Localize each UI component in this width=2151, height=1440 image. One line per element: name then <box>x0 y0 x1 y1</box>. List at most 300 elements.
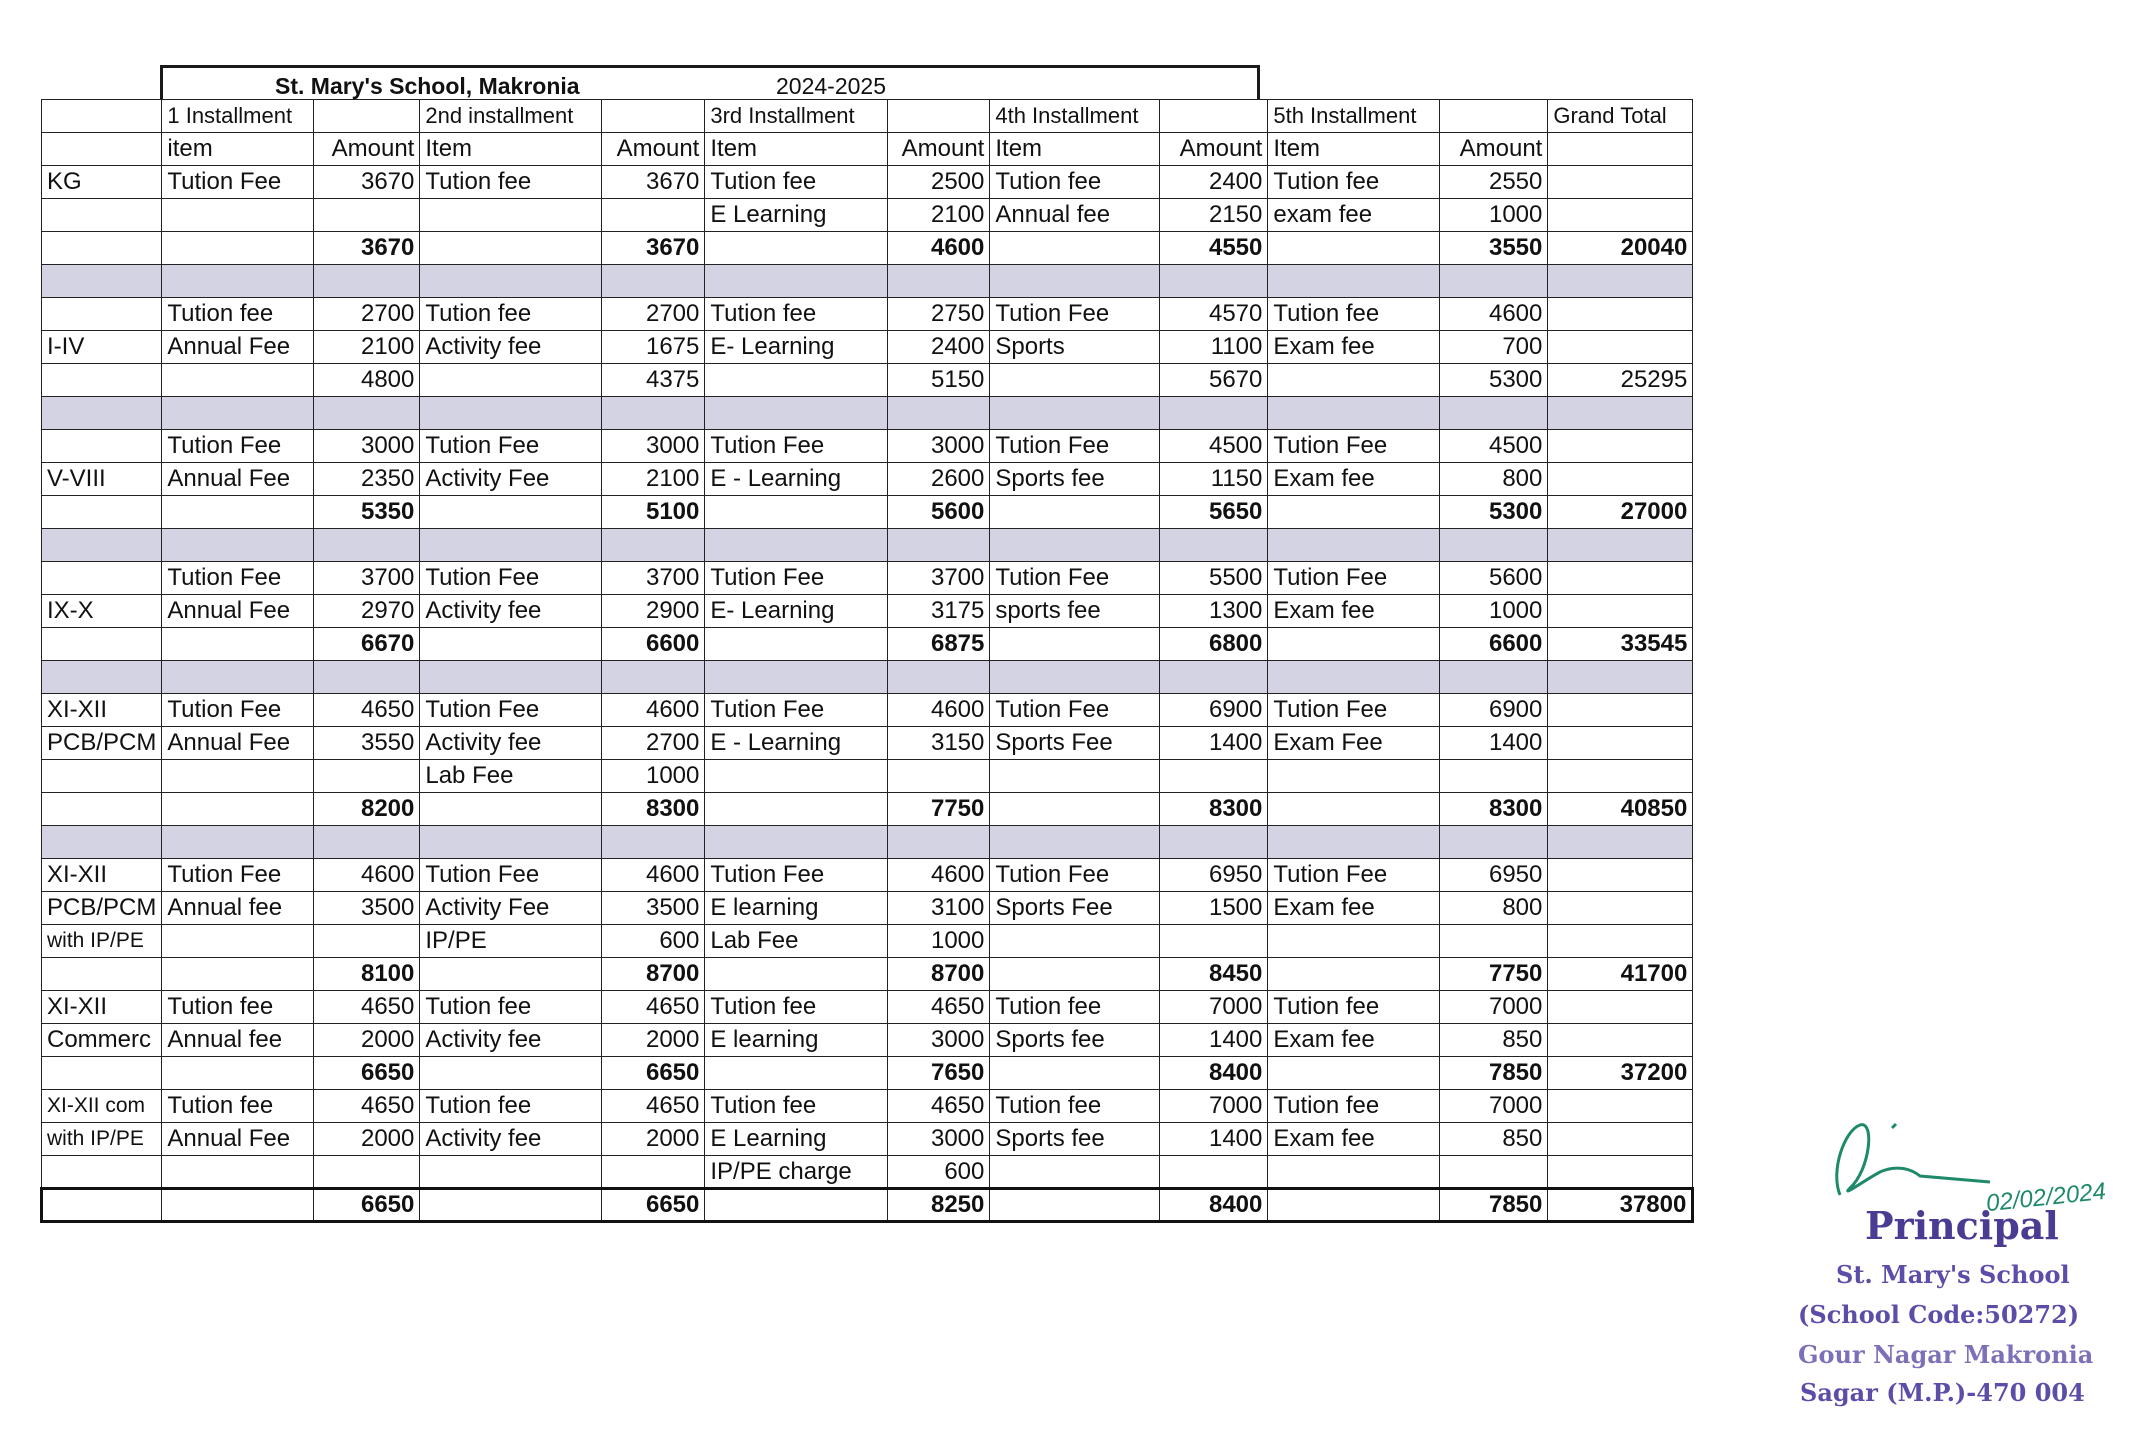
table-cell <box>1440 265 1548 298</box>
separator-row <box>42 661 1693 694</box>
table-cell: XI-XII <box>42 859 162 892</box>
table-cell <box>888 397 990 430</box>
table-cell <box>314 760 420 793</box>
table-cell: 2100 <box>888 199 990 232</box>
table-cell: exam fee <box>1268 199 1440 232</box>
table-cell <box>1268 1156 1440 1189</box>
table-row <box>42 1024 1693 1057</box>
table-row <box>42 1090 1693 1123</box>
table-cell: IP/PE <box>420 925 602 958</box>
table-cell: 6900 <box>1440 694 1548 727</box>
table-cell <box>420 496 602 529</box>
table-cell: 6650 <box>314 1189 420 1222</box>
table-cell <box>1440 1156 1548 1189</box>
table-cell: Sports fee <box>990 1123 1160 1156</box>
header-row <box>42 100 1693 133</box>
table-cell <box>1548 1156 1693 1189</box>
table-cell: 600 <box>602 925 705 958</box>
separator-row <box>42 529 1693 562</box>
table-row <box>42 1123 1693 1156</box>
table-cell: E Learning <box>705 199 888 232</box>
table-cell <box>162 496 314 529</box>
table-cell: 1000 <box>1440 199 1548 232</box>
table-cell: 20040 <box>1548 232 1693 265</box>
table-cell: Sports fee <box>990 463 1160 496</box>
table-cell <box>1160 397 1268 430</box>
table-cell: 4th Installment <box>990 100 1160 133</box>
table-cell <box>1548 727 1693 760</box>
table-cell <box>1160 100 1268 133</box>
table-cell: 3175 <box>888 595 990 628</box>
table-cell: Tution Fee <box>705 430 888 463</box>
table-cell: Lab Fee <box>705 925 888 958</box>
table-cell: 2100 <box>314 331 420 364</box>
table-cell: with IP/PE <box>42 925 162 958</box>
table-cell: Tution Fee <box>705 562 888 595</box>
table-cell <box>990 364 1160 397</box>
table-cell <box>1268 1057 1440 1090</box>
table-cell <box>1548 991 1693 1024</box>
table-cell <box>1548 430 1693 463</box>
table-cell <box>42 397 162 430</box>
table-cell: 7000 <box>1440 991 1548 1024</box>
table-cell: E learning <box>705 1024 888 1057</box>
table-cell: Amount <box>1160 133 1268 166</box>
table-cell: 3550 <box>1440 232 1548 265</box>
table-row <box>42 562 1693 595</box>
table-cell: E - Learning <box>705 727 888 760</box>
table-cell <box>314 826 420 859</box>
table-cell <box>990 496 1160 529</box>
table-cell: 800 <box>1440 892 1548 925</box>
table-cell: Tution fee <box>705 1090 888 1123</box>
table-cell <box>314 397 420 430</box>
table-cell <box>162 925 314 958</box>
table-cell: 6650 <box>602 1189 705 1222</box>
table-cell <box>314 529 420 562</box>
table-cell: E- Learning <box>705 595 888 628</box>
table-cell: 8400 <box>1160 1057 1268 1090</box>
table-cell: 5100 <box>602 496 705 529</box>
table-cell: Tution fee <box>162 298 314 331</box>
table-cell: Tution Fee <box>1268 430 1440 463</box>
table-cell <box>888 265 990 298</box>
table-cell: 2000 <box>314 1024 420 1057</box>
table-cell <box>42 232 162 265</box>
total-row <box>42 958 1693 991</box>
table-cell: Tution fee <box>420 298 602 331</box>
table-cell: Amount <box>314 133 420 166</box>
table-cell <box>1440 100 1548 133</box>
table-cell: Sports <box>990 331 1160 364</box>
table-cell: 4650 <box>888 1090 990 1123</box>
table-cell: Tution fee <box>705 298 888 331</box>
table-cell: 5th Installment <box>1268 100 1440 133</box>
table-cell: IP/PE charge <box>705 1156 888 1189</box>
table-cell: Tution Fee <box>420 859 602 892</box>
table-cell <box>314 1156 420 1189</box>
total-row <box>42 628 1693 661</box>
table-cell: 5650 <box>1160 496 1268 529</box>
total-row <box>42 232 1693 265</box>
table-cell: Tution fee <box>990 1090 1160 1123</box>
table-cell <box>420 529 602 562</box>
table-cell: Annual Fee <box>162 595 314 628</box>
table-cell: Exam fee <box>1268 1123 1440 1156</box>
table-row <box>42 859 1693 892</box>
table-cell: Tution Fee <box>990 298 1160 331</box>
table-cell: 1 Installment <box>162 100 314 133</box>
table-cell: 40850 <box>1548 793 1693 826</box>
table-cell: Tution fee <box>1268 991 1440 1024</box>
table-cell: 5600 <box>888 496 990 529</box>
table-cell: 3500 <box>602 892 705 925</box>
table-cell <box>888 826 990 859</box>
table-cell <box>1268 925 1440 958</box>
table-cell: Annual Fee <box>162 1123 314 1156</box>
table-cell <box>705 793 888 826</box>
table-cell: 4600 <box>888 232 990 265</box>
table-cell: 4600 <box>888 694 990 727</box>
table-cell <box>705 958 888 991</box>
table-cell: Tution fee <box>420 991 602 1024</box>
table-cell <box>1548 661 1693 694</box>
table-cell: Sports Fee <box>990 727 1160 760</box>
signature-date: 02/02/2024 <box>1984 1177 2108 1218</box>
table-row <box>42 364 1693 397</box>
table-cell <box>314 199 420 232</box>
table-cell <box>162 1156 314 1189</box>
table-cell <box>42 661 162 694</box>
table-cell: Tution Fee <box>990 430 1160 463</box>
table-cell: item <box>162 133 314 166</box>
table-cell: Tution Fee <box>162 166 314 199</box>
table-cell: 3700 <box>314 562 420 595</box>
table-cell <box>1548 859 1693 892</box>
separator-row <box>42 397 1693 430</box>
table-cell <box>42 826 162 859</box>
table-cell <box>705 760 888 793</box>
table-cell <box>42 199 162 232</box>
table-cell <box>162 232 314 265</box>
table-cell <box>162 397 314 430</box>
table-cell <box>1160 661 1268 694</box>
table-cell: 2000 <box>602 1123 705 1156</box>
table-cell: Amount <box>602 133 705 166</box>
table-cell: E - Learning <box>705 463 888 496</box>
table-cell <box>420 1057 602 1090</box>
total-row <box>42 1189 1693 1222</box>
table-cell <box>1268 760 1440 793</box>
table-cell: Tution Fee <box>1268 859 1440 892</box>
table-cell <box>42 100 162 133</box>
table-cell: Amount <box>888 133 990 166</box>
table-cell <box>162 1057 314 1090</box>
table-cell: 7000 <box>1160 1090 1268 1123</box>
table-cell <box>1268 826 1440 859</box>
table-cell <box>1160 1156 1268 1189</box>
table-cell: 5300 <box>1440 496 1548 529</box>
table-cell: 2700 <box>314 298 420 331</box>
subheader-row <box>42 133 1693 166</box>
table-row <box>42 595 1693 628</box>
table-cell <box>42 364 162 397</box>
table-row <box>42 463 1693 496</box>
table-cell <box>1268 628 1440 661</box>
table-row <box>42 760 1693 793</box>
table-cell: Tution Fee <box>705 859 888 892</box>
table-cell <box>602 661 705 694</box>
table-cell <box>705 826 888 859</box>
table-cell <box>705 628 888 661</box>
table-cell: 2500 <box>888 166 990 199</box>
table-cell: 3000 <box>314 430 420 463</box>
table-cell: 3500 <box>314 892 420 925</box>
session-year: 2024-2025 <box>776 73 886 99</box>
table-cell: Tution fee <box>1268 298 1440 331</box>
table-cell: Tution fee <box>1268 1090 1440 1123</box>
table-row <box>42 892 1693 925</box>
table-cell <box>1548 1024 1693 1057</box>
table-cell: Activity Fee <box>420 463 602 496</box>
table-cell <box>990 793 1160 826</box>
table-cell: 6600 <box>602 628 705 661</box>
table-cell <box>705 529 888 562</box>
table-cell: Item <box>1268 133 1440 166</box>
table-row <box>42 199 1693 232</box>
table-cell: 850 <box>1440 1123 1548 1156</box>
table-cell: Tution Fee <box>990 859 1160 892</box>
total-row <box>42 496 1693 529</box>
table-cell: 27000 <box>1548 496 1693 529</box>
table-cell <box>1268 364 1440 397</box>
table-cell: XI-XII <box>42 991 162 1024</box>
table-cell <box>990 958 1160 991</box>
table-cell <box>42 1156 162 1189</box>
table-cell: 8200 <box>314 793 420 826</box>
table-cell: 4600 <box>1440 298 1548 331</box>
stamp-line-4: Sagar (M.P.)-470 004 <box>1800 1378 2085 1407</box>
table-cell: Grand Total <box>1548 100 1693 133</box>
table-cell <box>420 628 602 661</box>
table-cell: 2700 <box>602 298 705 331</box>
table-cell: 7750 <box>1440 958 1548 991</box>
table-cell <box>42 1057 162 1090</box>
table-cell <box>420 265 602 298</box>
table-cell <box>888 760 990 793</box>
table-cell <box>162 793 314 826</box>
table-cell: Tution fee <box>420 1090 602 1123</box>
table-cell <box>990 1057 1160 1090</box>
table-cell: 2600 <box>888 463 990 496</box>
table-cell: 8700 <box>602 958 705 991</box>
table-cell: 3000 <box>888 1123 990 1156</box>
table-cell: Tution fee <box>990 991 1160 1024</box>
table-cell <box>42 265 162 298</box>
table-cell <box>1548 694 1693 727</box>
table-cell <box>602 1156 705 1189</box>
table-cell: 6900 <box>1160 694 1268 727</box>
table-cell: 3700 <box>602 562 705 595</box>
table-cell: Lab Fee <box>420 760 602 793</box>
table-cell <box>1268 496 1440 529</box>
table-cell: 3rd Installment <box>705 100 888 133</box>
table-cell <box>1268 265 1440 298</box>
table-cell: 4650 <box>314 991 420 1024</box>
table-cell: 1000 <box>602 760 705 793</box>
table-cell <box>42 562 162 595</box>
table-cell <box>1548 529 1693 562</box>
table-cell: Annual Fee <box>162 727 314 760</box>
table-cell: 1400 <box>1160 727 1268 760</box>
title-box <box>160 65 1260 99</box>
table-cell <box>420 364 602 397</box>
table-cell <box>420 661 602 694</box>
table-cell: Commerc <box>42 1024 162 1057</box>
table-cell: I-IV <box>42 331 162 364</box>
table-row <box>42 331 1693 364</box>
table-row <box>42 925 1693 958</box>
table-cell <box>990 265 1160 298</box>
table-cell: XI-XII com <box>42 1090 162 1123</box>
table-cell <box>1548 397 1693 430</box>
table-cell: 8300 <box>1440 793 1548 826</box>
table-cell <box>1440 925 1548 958</box>
table-cell: 2150 <box>1160 199 1268 232</box>
table-cell <box>990 826 1160 859</box>
table-cell: 1300 <box>1160 595 1268 628</box>
table-cell: 2000 <box>314 1123 420 1156</box>
table-cell: Sports fee <box>990 1024 1160 1057</box>
table-cell: Tution Fee <box>705 694 888 727</box>
table-cell: KG <box>42 166 162 199</box>
table-cell: sports fee <box>990 595 1160 628</box>
table-cell: 6670 <box>314 628 420 661</box>
table-cell: 8100 <box>314 958 420 991</box>
table-cell: 3000 <box>602 430 705 463</box>
table-cell: 6650 <box>602 1057 705 1090</box>
total-row <box>42 793 1693 826</box>
table-cell: Annual fee <box>162 892 314 925</box>
table-row <box>42 430 1693 463</box>
total-row <box>42 1057 1693 1090</box>
table-cell: 3100 <box>888 892 990 925</box>
table-cell <box>990 760 1160 793</box>
table-cell: 800 <box>1440 463 1548 496</box>
table-cell <box>420 793 602 826</box>
table-cell: Tution Fee <box>1268 562 1440 595</box>
table-cell: 1400 <box>1160 1024 1268 1057</box>
table-cell <box>1268 661 1440 694</box>
table-cell <box>602 100 705 133</box>
table-cell <box>162 364 314 397</box>
table-cell: 5350 <box>314 496 420 529</box>
table-cell: Tution fee <box>990 166 1160 199</box>
table-cell: 4550 <box>1160 232 1268 265</box>
table-cell: 6875 <box>888 628 990 661</box>
table-cell <box>162 661 314 694</box>
table-cell <box>162 199 314 232</box>
table-cell <box>314 100 420 133</box>
stamp-title: Principal <box>1865 1203 2059 1248</box>
table-cell: 4500 <box>1160 430 1268 463</box>
table-cell: Item <box>990 133 1160 166</box>
table-cell <box>705 661 888 694</box>
table-row <box>42 727 1693 760</box>
table-cell <box>1268 397 1440 430</box>
table-cell: 3670 <box>314 166 420 199</box>
table-cell <box>420 232 602 265</box>
table-cell <box>1548 826 1693 859</box>
table-cell <box>990 1189 1160 1222</box>
table-cell: 8450 <box>1160 958 1268 991</box>
table-cell: 4650 <box>314 1090 420 1123</box>
table-cell: 6800 <box>1160 628 1268 661</box>
table-cell: 33545 <box>1548 628 1693 661</box>
table-cell: 4500 <box>1440 430 1548 463</box>
table-cell <box>162 628 314 661</box>
table-cell: Exam fee <box>1268 595 1440 628</box>
table-cell <box>1548 760 1693 793</box>
table-cell: with IP/PE <box>42 1123 162 1156</box>
table-cell: 3670 <box>602 232 705 265</box>
table-cell <box>1548 265 1693 298</box>
separator-row <box>42 826 1693 859</box>
table-cell <box>1548 1123 1693 1156</box>
table-cell <box>1160 925 1268 958</box>
table-cell: Annual fee <box>162 1024 314 1057</box>
table-cell <box>1160 760 1268 793</box>
table-cell: Tution fee <box>420 166 602 199</box>
fee-table <box>40 99 1694 1223</box>
table-cell <box>990 397 1160 430</box>
table-cell: Exam Fee <box>1268 727 1440 760</box>
table-cell: E Learning <box>705 1123 888 1156</box>
table-cell <box>314 925 420 958</box>
table-cell: Exam fee <box>1268 463 1440 496</box>
table-cell <box>314 265 420 298</box>
table-cell: 8300 <box>602 793 705 826</box>
table-cell <box>1160 826 1268 859</box>
table-cell: Tution Fee <box>420 562 602 595</box>
table-cell: 7650 <box>888 1057 990 1090</box>
table-cell: 7750 <box>888 793 990 826</box>
table-cell: 7000 <box>1160 991 1268 1024</box>
table-cell: Amount <box>1440 133 1548 166</box>
table-cell: 2550 <box>1440 166 1548 199</box>
table-cell <box>602 826 705 859</box>
table-cell: Tution Fee <box>1268 694 1440 727</box>
table-cell: 3670 <box>314 232 420 265</box>
table-cell <box>1548 1090 1693 1123</box>
table-cell: 6650 <box>314 1057 420 1090</box>
table-cell <box>42 628 162 661</box>
table-cell: 4375 <box>602 364 705 397</box>
table-cell <box>705 496 888 529</box>
table-cell: 1150 <box>1160 463 1268 496</box>
table-cell: 8300 <box>1160 793 1268 826</box>
table-cell: PCB/PCM <box>42 727 162 760</box>
table-cell: 4570 <box>1160 298 1268 331</box>
table-cell <box>990 661 1160 694</box>
table-cell: 7000 <box>1440 1090 1548 1123</box>
table-cell: 4600 <box>602 859 705 892</box>
table-cell: 37200 <box>1548 1057 1693 1090</box>
table-cell: Exam fee <box>1268 331 1440 364</box>
table-cell: Tution Fee <box>990 562 1160 595</box>
table-cell <box>705 265 888 298</box>
table-cell <box>162 760 314 793</box>
